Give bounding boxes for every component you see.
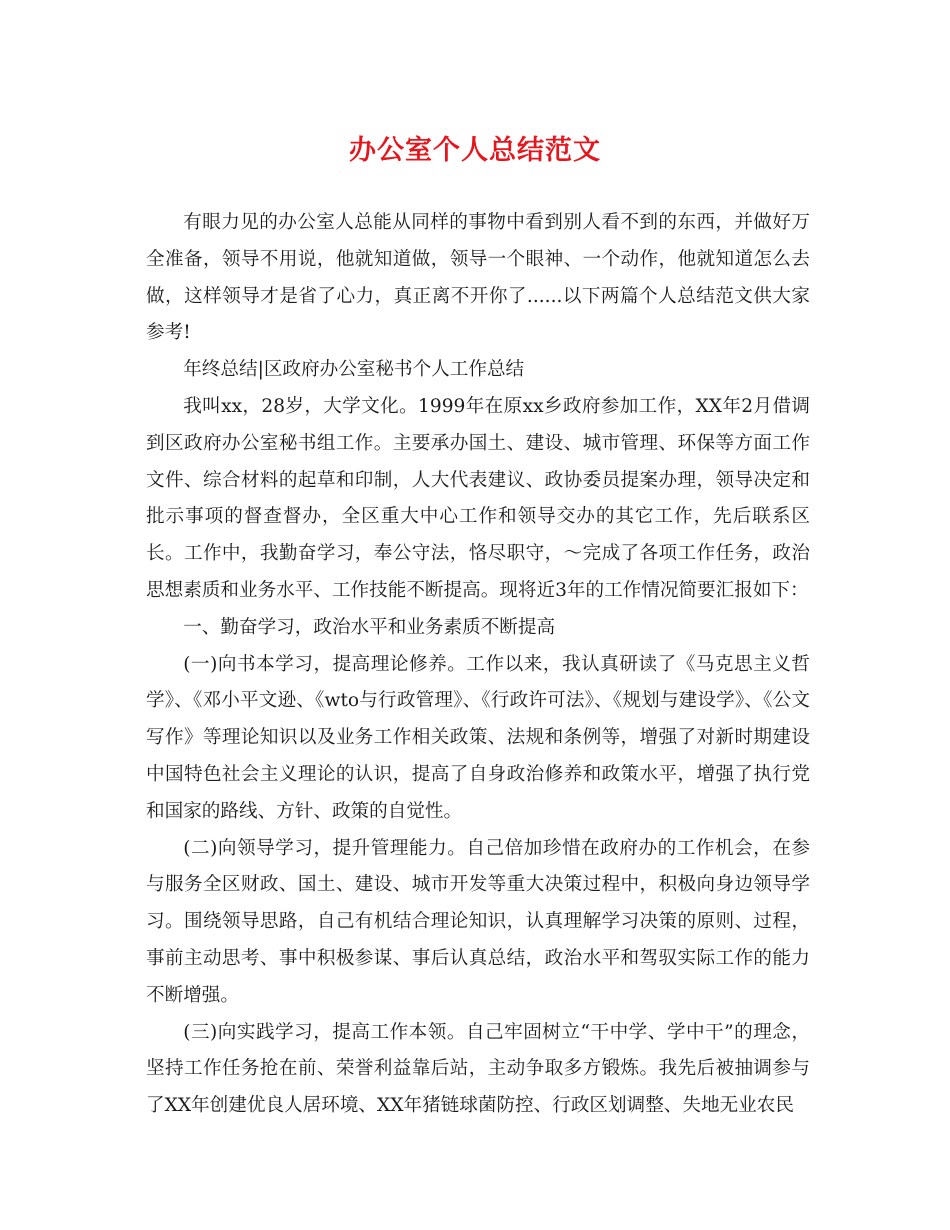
- document-body: [146, 205, 810, 1125]
- subsection-paragraph-3: (三)向实践学习，提高工作本领。自己牢固树立“干中学、学中干”的理念，坚持工作任务抢在前、荣誉利益靠后站，主动争取多方锻炼。我先后被抽调参与了XX年创建优良人居环境、XX年猪链球菌防控、行政区划调整、失地无业农民: [146, 1021, 810, 1117]
- intro-paragraph: 有眼力见的办公室人总能从同样的事物中看到别人看不到的东西，并做好万全准备，领导不用说，他就知道做，领导一个眼神、一个动作，他就知道怎么去做，这样领导才是省了心力，真正离不开你了......以下两篇个人总结范文供大家参考!: [146, 212, 810, 344]
- subsection-paragraph-2: (二)向领导学习，提升管理能力。自己倍加珍惜在政府办的工作机会，在参与服务全区财政、国土、建设、城市开发等重大决策过程中，积极向身边领导学习。围绕领导思路，自己有机结合理论知识，认真理解学习决策的原则、过程，事前主动思考、事中积极参谋、事后认真总结，政治水平和驾驭实际工作的能力不断增强。: [146, 837, 810, 1006]
- article-heading: 年终总结|区政府办公室秘书个人工作总结: [183, 359, 525, 381]
- self-introduction-paragraph: 我叫xx，28岁，大学文化。1999年在原xx乡政府参加工作，XX年2月借调到区政府办公室秘书组工作。主要承办国土、建设、城市管理、环保等方面工作文件、综合材料的起草和印制，人大代表建议、政协委员提案办理，领导决定和批示事项的督查督办，全区重大中心工作和领导交办的其它工作，先后联系区长。工作中，我勤奋学习，奉公守法，恪尽职守，～完成了各项工作任务，政治思想素质和业务水平、工作技能不断提高。现将近3年的工作情况简要汇报如下：: [146, 395, 810, 601]
- section-heading-1: 一、勤奋学习，政治水平和业务素质不断提高: [183, 616, 556, 638]
- document-title: 办公室个人总结范文: [349, 135, 601, 166]
- subsection-paragraph-1: (一)向书本学习，提高理论修养。工作以来，我认真研读了《马克思主义哲学》、《邓小平文逊、《wto与行政管理》、《行政许可法》、《规划与建设学》、《公文写作》等理论知识以及业务工作相关政策、法规和条例等，增强了对新时期建设中国特色社会主义理论的认识，提高了自身政治修养和政策水平，增强了执行党和国家的路线、方针、政策的自觉性。: [146, 653, 810, 822]
